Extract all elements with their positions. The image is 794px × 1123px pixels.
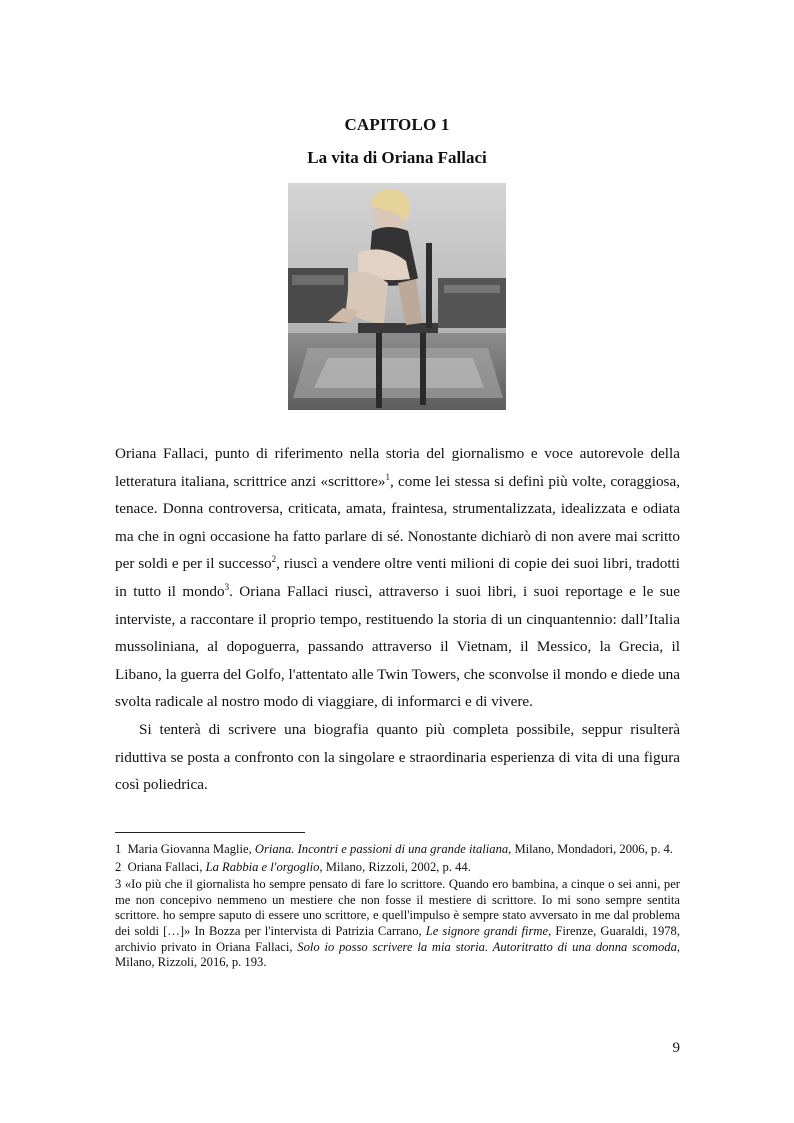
page-number: 9	[672, 1040, 680, 1056]
body-paragraph-1: Oriana Fallaci, punto di riferimento nella storia del giornalismo e voce autorevole della letteratura italiana, scrittrice anzi «scrittore»$^1$, come lei stessa si definì più volte, coraggiosa, tenace. Donna controversa, criticata, amata, fraintesa, strumentalizzata, idealizzata e odiata ma che in ogni occasione ha fatto parlare di sé. Nonostante dichiarò di non avere mai scritto per soldi e per il successo$^2$, riuscì a vendere oltre venti milioni di copie dei suoi libri, tradotti in tutto il mondo$^3$. Oriana Fallaci riuscì, attraverso i suoi libri, i suoi reportage e le sue interviste, a raccontare il proprio tempo, restituendo la storia di un cinquantennio: dall’Italia mussoliniana, al dopoguerra, passando attraverso il Vietnam, il Messico, la Grecia, il Libano, la guerra del Golfo, l'attentato alle Twin Towers, che sconvolse il mondo e diede una svolta radicale al nostro modo di viaggiare, di informarci e di vivere.	[115, 445, 680, 711]
portrait-photo	[288, 183, 506, 410]
footnote-3: 3 «Io più che il giornalista ho sempre pensato di fare lo scrittore. Quando ero bambina, a cinque o sei anni, per me non concepivo nemmeno un mestiere che non fosse il mestiere di scrittore. Io mi sono sempre sentita scrittore. ho sempre saputo di essere uno scrittore, e quell'impulso è sempre stato avversato in me dal problema dei soldi […]» In Bozza per l'intervista di Patrizia Carrano, Le signore grandi firme, Firenze, Guaraldi, 1978, archivio privato in Oriana Fallaci, Solo io posso scrivere la mia storia. Autoritratto di una donna scomoda, Milano, Rizzoli, 2016, p. 193.	[115, 877, 681, 970]
footnote-ref-1[interactable]: 1	[385, 471, 390, 482]
footnote-2: 2 Oriana Fallaci, La Rabbia e l'orgoglio, Milano, Rizzoli, 2002, p. 44.	[115, 859, 471, 874]
body-text	[115, 440, 680, 799]
footnote-1: 1 Maria Giovanna Maglie, Oriana. Incontri e passioni di una grande italiana, Milano, Mondadori, 2006, p. 4.	[115, 842, 673, 856]
body-paragraph-2: Si tenterà di scrivere una biografia quanto più completa possibile, seppur risulterà riduttiva se posta a confronto con la singolare e straordinaria esperienza di vita di una figura così poliedrica.	[115, 720, 680, 794]
footnotes	[115, 842, 680, 973]
chapter-label: CAPITOLO 1	[344, 115, 450, 134]
portrait-photo-drawing	[288, 183, 506, 410]
footnote-separator	[115, 832, 305, 833]
footnote-ref-2[interactable]: 2	[271, 554, 277, 565]
chapter-title: La vita di Oriana Fallaci	[307, 148, 487, 167]
footnote-ref-3[interactable]: 3	[224, 581, 230, 592]
